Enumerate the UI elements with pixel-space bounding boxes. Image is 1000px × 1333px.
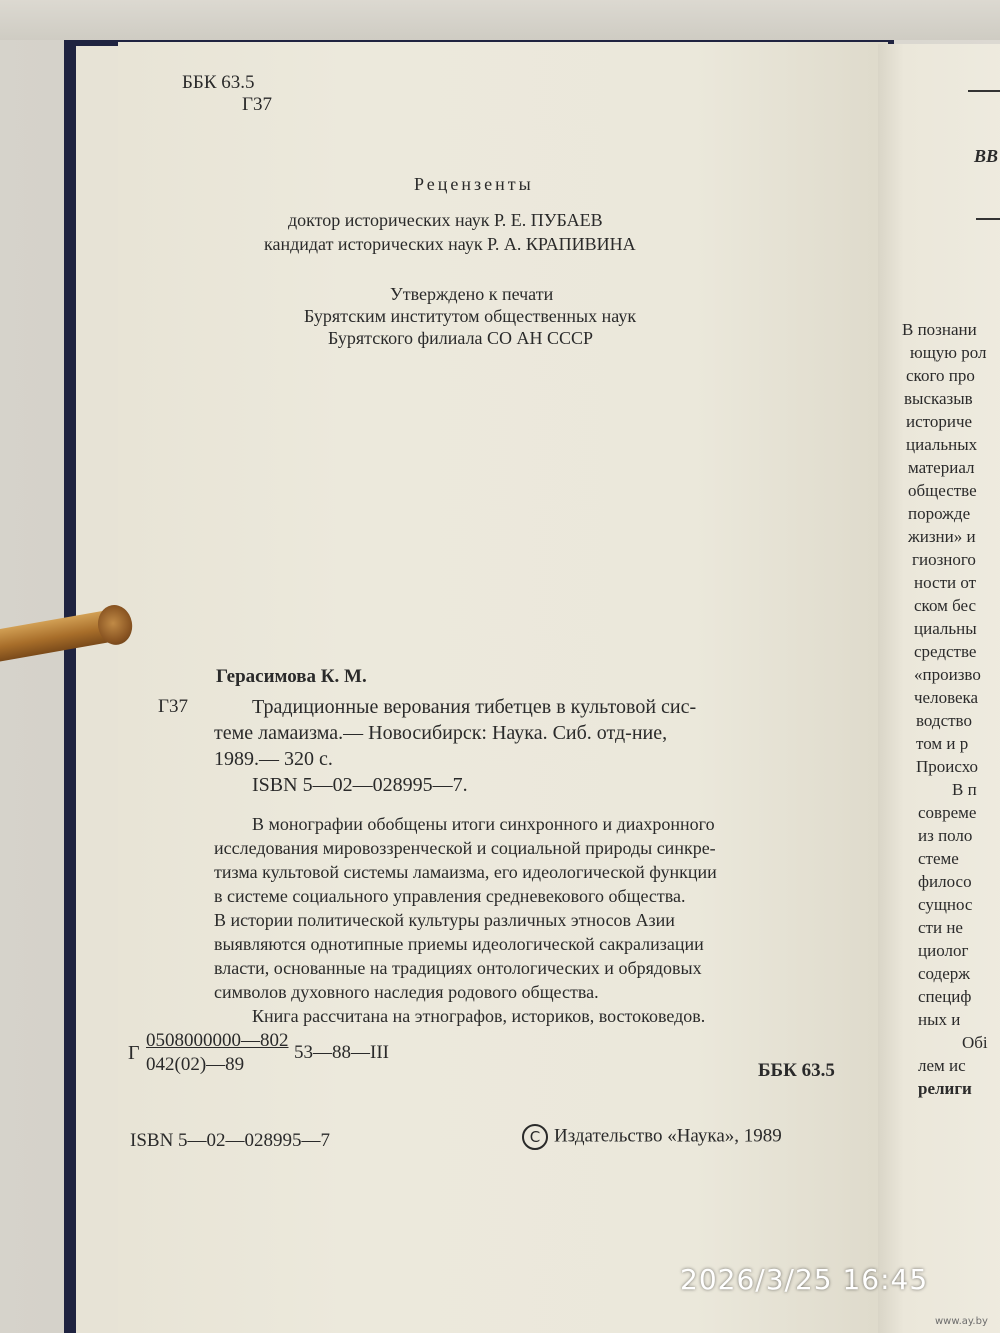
facing-text-line: обществе — [908, 481, 977, 500]
abstract-line: в системе социального управления средневекового общества. — [214, 886, 686, 906]
facing-text-line: гиозного — [912, 550, 976, 569]
abstract-line: тизма культовой системы ламаизма, его идеологической функции — [214, 862, 717, 882]
abstract-line: исследования мировоззренческой и социальной природы синкре- — [214, 838, 716, 858]
approval-line-1: Утверждено к печати — [390, 284, 554, 304]
facing-text-line: Происхо — [916, 757, 979, 776]
reviewers-heading: Рецензенты — [414, 174, 534, 194]
book-title-line-1: Традиционные верования тибетцев в культовой сис- — [252, 696, 697, 718]
photo-datetime-stamp: 2026/3/25 16:45 — [680, 1263, 929, 1296]
facing-text-line: высказыв — [904, 389, 973, 408]
book-title-line-2: теме ламаизма.— Новосибирск: Наука. Сиб. отд-ние, — [214, 722, 668, 744]
facing-text-line: человека — [914, 688, 979, 707]
facing-text-line: жизни» и — [908, 527, 976, 546]
author-name: Герасимова К. М. — [216, 666, 367, 687]
facing-text-line: том и р — [916, 734, 969, 753]
header-index-code: Г37 — [242, 94, 272, 115]
classification-denominator: 042(02)—89 — [146, 1054, 245, 1075]
abstract-line: выявляются однотипные приемы идеологической сакрализации — [214, 934, 704, 954]
abstract-line: Книга рассчитана на этнографов, историков, востоковедов. — [252, 1006, 706, 1026]
approval-line-2: Бурятским институтом общественных наук — [304, 306, 637, 326]
catalog-index-code: Г37 — [158, 696, 188, 717]
facing-text-line: водство — [916, 711, 972, 730]
facing-text-line: средстве — [914, 642, 977, 661]
facing-text-line: ского про — [906, 366, 975, 385]
book-title-line-3: 1989.— 320 с. — [214, 748, 333, 770]
approval-line-3: Бурятского филиала СО АН СССР — [328, 328, 594, 348]
top-rule — [968, 90, 1000, 92]
facing-text-line: специф — [918, 987, 972, 1006]
background-top — [0, 0, 1000, 40]
facing-text-line: религи — [918, 1079, 972, 1098]
heading-rule — [976, 218, 1000, 220]
facing-page — [878, 44, 1000, 1333]
facing-text-line: ском бес — [914, 596, 977, 615]
facing-text-line: материал — [908, 458, 975, 477]
facing-text-line: сущнос — [918, 895, 973, 914]
facing-text-line: В п — [952, 780, 977, 799]
site-watermark: www.ay.by — [935, 1316, 988, 1327]
facing-text-line: ющую рол — [910, 343, 987, 362]
facing-text-line: филосо — [918, 872, 972, 891]
facing-text-line: содерж — [918, 964, 970, 983]
facing-text-line: циолог — [918, 941, 969, 960]
bbk-header-code: ББК 63.5 — [182, 72, 255, 93]
facing-text-line: лем ис — [918, 1056, 966, 1075]
facing-text-line: циальны — [914, 619, 977, 638]
facing-text-line: ности от — [914, 573, 977, 592]
facing-text-line: «произво — [914, 665, 981, 684]
isbn-line: ISBN 5—02—028995—7. — [252, 774, 468, 796]
copyright-notice — [522, 1124, 782, 1150]
publisher-line: Издательство «Наука», 1989 — [554, 1125, 782, 1147]
bbk-footer-code: ББК 63.5 — [758, 1060, 835, 1081]
abstract-line: В истории политической культуры различных этносов Азии — [214, 910, 675, 930]
title-verso-page — [118, 42, 888, 1333]
facing-text-line: циальных — [906, 435, 978, 454]
abstract-line: власти, основанные на традициях онтологических и обрядовых — [214, 958, 702, 978]
facing-text-line: Обі — [962, 1033, 988, 1052]
facing-text-line: совреме — [918, 803, 977, 822]
facing-text-line: В познани — [902, 320, 977, 339]
classification-letter: Г — [128, 1042, 140, 1064]
reviewer-1: доктор исторических наук Р. Е. ПУБАЕВ — [288, 210, 603, 230]
abstract-line: символов духовного наследия родового общества. — [214, 982, 599, 1002]
abstract-line: В монографии обобщены итоги синхронного и диахронного — [252, 814, 715, 834]
classification-suffix: 53—88—III — [294, 1042, 389, 1063]
copyright-icon: C — [522, 1124, 548, 1150]
facing-text-line: порожде — [908, 504, 971, 523]
isbn-footer: ISBN 5—02—028995—7 — [130, 1130, 331, 1151]
facing-text-line: ных и — [918, 1010, 961, 1029]
reviewer-2: кандидат исторических наук Р. А. КРАПИВИНА — [264, 234, 636, 254]
facing-text-line: сти не — [918, 918, 963, 937]
facing-heading: ВВ — [974, 146, 999, 166]
classification-numerator: 0508000000—802 — [146, 1030, 289, 1051]
facing-text-line: из поло — [918, 826, 973, 845]
facing-text-line: историче — [906, 412, 973, 431]
facing-text-line: стеме — [918, 849, 959, 868]
